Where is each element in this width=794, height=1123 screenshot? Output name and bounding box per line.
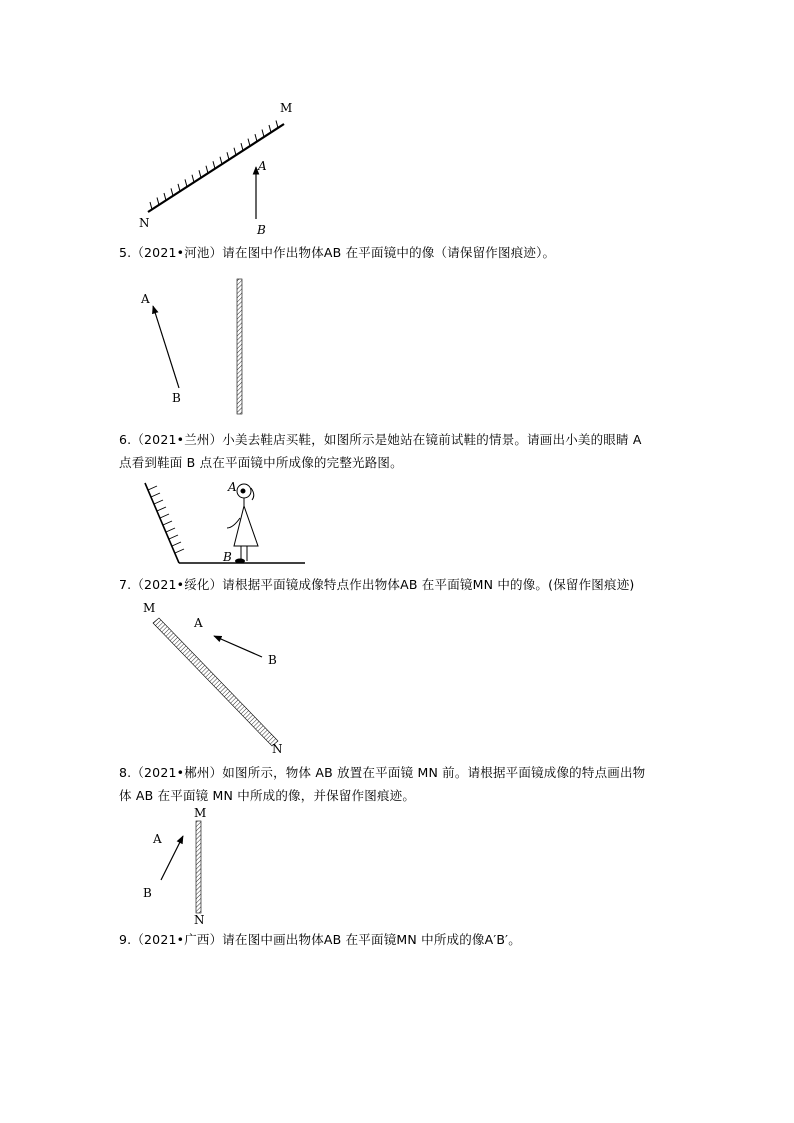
label-a: A [258,159,267,173]
label-b: B [257,223,266,237]
figure-5-mirror-diagram [140,279,242,414]
object-arrow-ab [153,306,179,388]
object-arrow-ab [214,636,262,657]
label-n: N [139,216,150,230]
label-a: A [194,616,203,630]
slanted-mirror [145,483,179,563]
vertical-mirror [237,279,242,414]
label-n: N [194,913,205,927]
label-b: B [223,550,232,564]
figure-6-shoe-store-diagram [145,480,305,564]
question-8-line-2: 体 AB 在平面镜 MN 中所成的像，并保留作图痕迹。 [119,788,416,803]
vertical-mirror [196,821,201,913]
question-8-text [119,761,679,807]
question-7-text: 7.（2021•绥化）请根据平面镜成像特点作出物体AB 在平面镜MN 中的像。(保留作图痕迹) [119,577,635,592]
question-9-text: 9.（2021•广西）请在图中画出物体AB 在平面镜MN 中所成的像A′B′。 [119,932,521,947]
question-6-text [119,428,679,474]
question-6-line-1: 6.（2021•兰州）小美去鞋店买鞋，如图所示是她站在镜前试鞋的情景。请画出小美的眼睛 A [119,432,642,447]
figure-8-mirror-diagram [143,806,206,927]
label-m: M [194,806,207,820]
figure-7-mirror-diagram [143,601,283,756]
object-arrow-ab [161,836,183,880]
shoe [235,559,245,564]
question-6-line-2: 点看到鞋面 B 点在平面镜中所成像的完整光路图。 [119,455,403,470]
label-m: M [280,101,293,115]
mirror-hatching [148,486,184,553]
label-m: M [143,601,156,615]
label-n: N [272,742,283,756]
question-5-text: 5.（2021•河池）请在图中作出物体AB 在平面镜中的像（请保留作图痕迹）。 [119,245,556,260]
label-b: B [268,653,277,667]
label-a: A [228,480,237,494]
figure-4-mirror-diagram [139,101,292,237]
label-a: A [153,832,162,846]
label-b: B [143,886,152,900]
label-a: A [141,292,150,306]
question-8-line-1: 8.（2021•郴州）如图所示，物体 AB 放置在平面镜 MN 前。请根据平面镜成像的特点画出物 [119,765,646,780]
label-b: B [172,391,181,405]
